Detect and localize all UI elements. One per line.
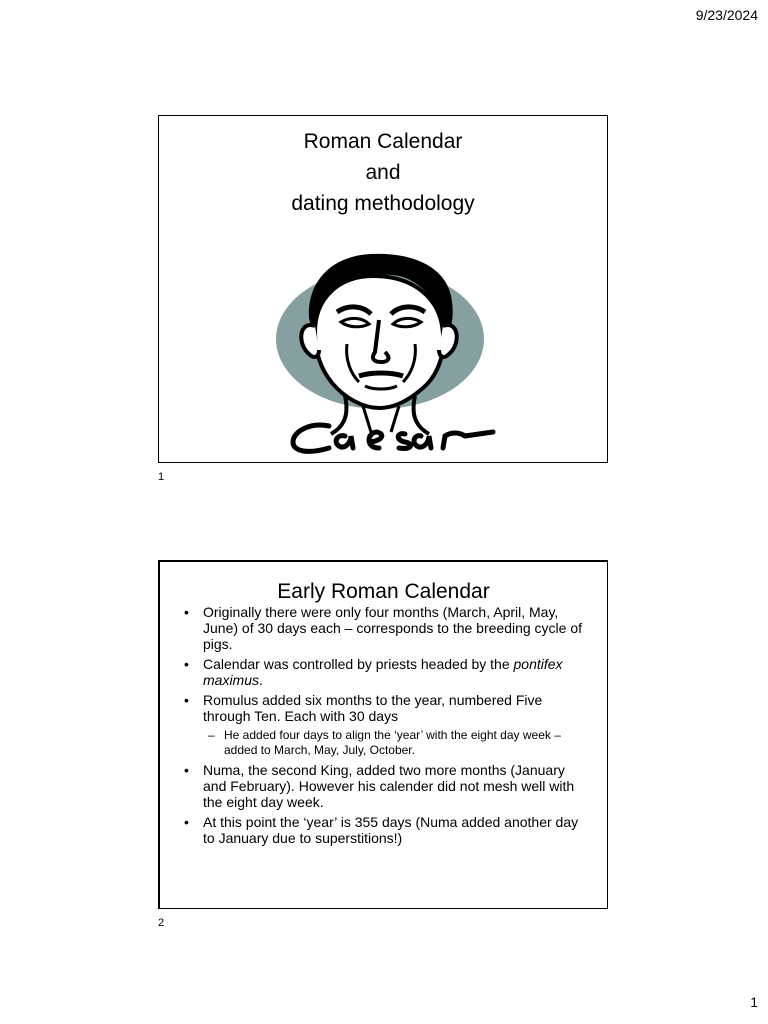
bullet-text-italic: pontifex maximus	[203, 656, 563, 688]
bullet-text: Numa, the second King, added two more months (January and February). However his calender did not mesh well with the eight day week.	[203, 762, 575, 810]
bullet-text: Calendar was controlled by priests headed by the	[203, 656, 514, 672]
print-date: 9/23/2024	[695, 7, 758, 23]
bullet-text: He added four days to align the ‘year’ with the eight day week – added to March, May, July, October.	[224, 728, 561, 757]
list-item	[184, 656, 583, 688]
list-item	[184, 762, 583, 810]
caesar-portrait-image	[159, 236, 609, 456]
sub-list-item	[184, 728, 583, 758]
bullet-marker: •	[184, 814, 189, 830]
title-line-1: Roman Calendar	[303, 130, 463, 153]
dash-marker: –	[208, 728, 215, 742]
bullet-text: At this point the ‘year’ is 355 days (Numa added another day to January due to superstitions!)	[203, 814, 579, 846]
list-item	[184, 604, 583, 652]
bullet-marker: •	[184, 604, 189, 620]
slide-2-number: 2	[158, 917, 165, 929]
bullet-list	[184, 604, 583, 850]
bullet-text: Originally there were only four months (March, April, May, June) of 30 days each – corresponds to the breeding cycle of pigs.	[203, 604, 583, 652]
slide-1-number: 1	[158, 471, 165, 483]
bullet-text-end: .	[259, 672, 263, 688]
bullet-marker: •	[184, 656, 189, 672]
slide-1	[158, 115, 608, 463]
bullet-text: Romulus added six months to the year, numbered Five through Ten. Each with 30 days	[203, 692, 543, 724]
slide-1-title	[159, 126, 607, 219]
list-item	[184, 692, 583, 724]
title-line-3: dating methodology	[291, 192, 475, 215]
title-line-2: and	[365, 161, 401, 184]
slide-2	[158, 560, 608, 909]
slide-2-title: Early Roman Calendar	[277, 580, 490, 603]
page-number: 1	[750, 994, 758, 1010]
list-item	[184, 814, 583, 846]
bullet-marker: •	[184, 692, 189, 708]
bullet-marker: •	[184, 762, 189, 778]
